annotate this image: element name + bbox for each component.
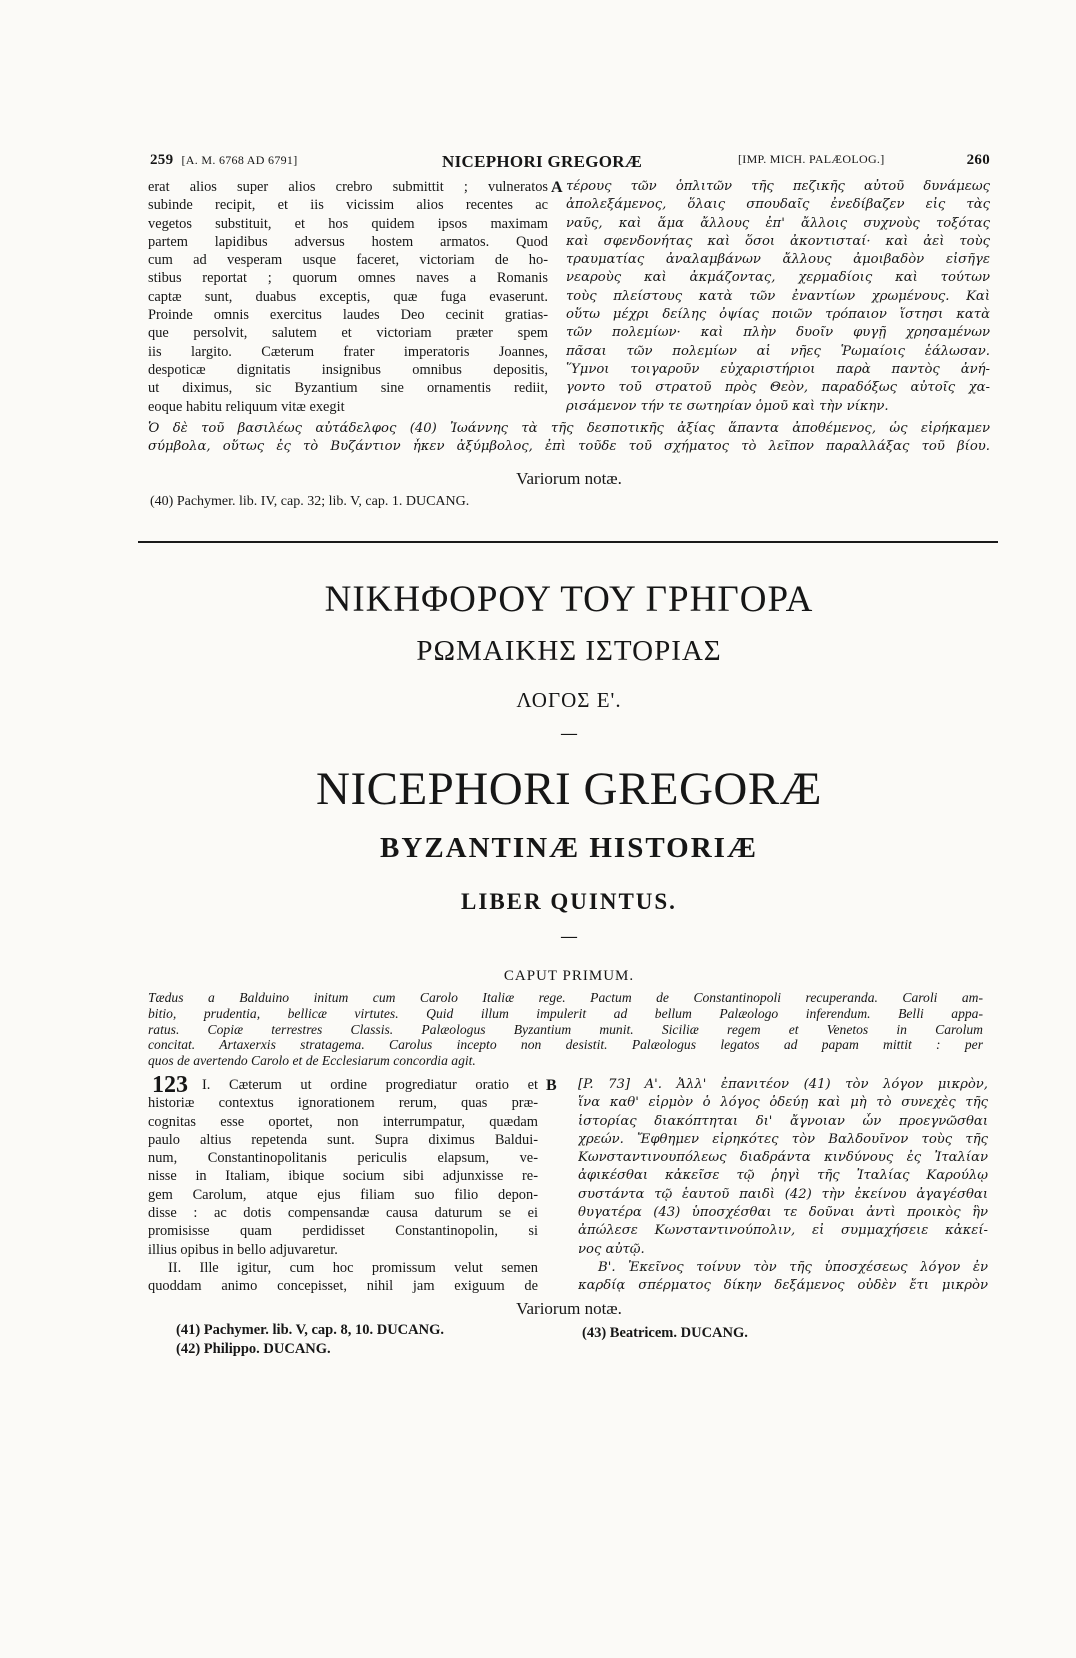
note-43: (43) Beatricem. DUCANG. — [582, 1325, 748, 1341]
text-line: θυγατέρα (43) ὑποσχέσθαι τε δοῦναι ἀντὶ προικὸς ἣν — [578, 1205, 988, 1221]
text-line: Proinde omnis exercitus laudes Deo cecinit gratias- — [148, 307, 548, 324]
text-line: partem lapidibus adversus hostem armatos. Quod — [148, 233, 548, 250]
text-line: cognitas esse oportet, non interrumpatur, quædam — [148, 1113, 538, 1130]
note-41: (41) Pachymer. lib. V, cap. 8, 10. DUCANG. — [176, 1322, 444, 1338]
greek-column-body — [578, 1076, 988, 1296]
text-line: gem Carolum, atque ejus filiam suo filio depon- — [148, 1186, 538, 1203]
text-line: iis largito. Cæterum frater imperatoris Joannes, — [148, 343, 548, 360]
greek-title-book: ΛΟΓΟΣ Ε'. — [516, 688, 622, 712]
margin-marker-a: A — [551, 179, 563, 196]
greek-title-work: ΡΩΜΑΙΚΗΣ ΙΣΤΟΡΙΑΣ — [416, 635, 722, 667]
text-line: Ὁ δὲ τοῦ βασιλέως αὐτάδελφος (40) Ἰωάννης τὰ τῆς δεσποτικῆς ἀξίας ἅπαντα ἀποθέμενος, ὡς εἰρήκαμεν — [148, 421, 990, 436]
text-line: vegetos substituit, et hos quidem ipsos maximam — [148, 215, 548, 232]
running-range-right: [IMP. MICH. PALÆOLOG.] — [738, 152, 885, 166]
text-line: [P. 73] Α'. Ἀλλ' ἐπανιτέον (41) τὸν λόγον μικρὸν, — [578, 1077, 988, 1092]
text-line: νος αὐτῷ. — [578, 1241, 645, 1257]
text-line: erat alios super alios crebro submittit ; vulneratos — [148, 179, 548, 195]
latin-column-top — [148, 178, 548, 416]
text-line: τέρους τῶν ὁπλιτῶν τῆς πεζικῆς αὐτοῦ δυνάμεως — [566, 179, 990, 194]
text-line: captæ sunt, duabus exceptis, quæ fuga evaserunt. — [148, 288, 548, 305]
text-line: Κωνσταντινουπόλεως διαδράντα κινδύνους ἐς Ἰταλίαν — [578, 1150, 988, 1166]
text-line: ἀπώλεσε Κωνσταντινούπολιν, εἰ συμμαχήσειε κἀκεί- — [578, 1223, 988, 1239]
text-line: num, Constantinopolitanis periculis elapsum, ve- — [148, 1150, 538, 1167]
title-dash-2: — — [561, 928, 577, 945]
greek-title-author: ΝΙΚΗΦΟΡΟΥ ΤΟΥ ΓΡΗΓΟΡΑ — [324, 579, 814, 620]
text-line: quos de avertendo Carolo et de Ecclesiarum concordia agit. — [148, 1053, 476, 1069]
text-line: πᾶσαι τῶν πολεμίων αἱ νῆες Ῥωμαίοις ἑάλωσαν. — [566, 343, 990, 359]
text-line: ratus. Copiæ terrestres Classis. Palæologus Byzantium munit. Siciliæ regem et Venetos in Carolum — [148, 1021, 983, 1037]
chapter-heading: CAPUT PRIMUM. — [503, 968, 635, 984]
text-line: despoticæ dignitatis insignibus omnibus depositis, — [148, 361, 548, 378]
text-line: ἱστορίας διακόπτηται δι' ἄγνοιαν ὧν προεγνῶσθαι — [578, 1113, 988, 1129]
text-line: que persolvit, salutem et victoriam præter spem — [148, 325, 548, 342]
latin-column-body — [148, 1076, 538, 1296]
chapter-argument — [148, 990, 983, 1069]
text-line: Ὕμνοι τοιγαροῦν εὐχαριστήριοι παρὰ παντὸς ἀνή- — [566, 361, 990, 377]
note-40: (40) Pachymer. lib. IV, cap. 32; lib. V, cap. 1. DUCANG. — [150, 494, 470, 509]
text-line: I. Cæterum ut ordine progrediatur oratio et — [202, 1077, 538, 1093]
text-line: subinde recipit, et iis vicissim alios recentes ac — [148, 197, 548, 214]
running-title: NICEPHORI GREGORÆ — [442, 152, 643, 171]
margin-marker-b: B — [546, 1077, 557, 1094]
latin-title-author: NICEPHORI GREGORÆ — [316, 763, 822, 815]
text-line: Β'. Ἐκεῖνος τοίνυν τὸν τῆς ὑποσχέσεως λόγον ἐν — [598, 1259, 988, 1275]
text-line: concitat. Artaxerxis stratagema. Carolus incepto non desistit. Palæologus legatos ad papam mittit : per — [148, 1037, 983, 1053]
notes-title-top: Variorum notæ. — [516, 469, 622, 488]
section-divider — [138, 541, 998, 543]
text-line: τραυματίας ἀναλαμβάνων ἄλλους ἀμοιβαδὸν εἰσῆγε — [566, 252, 990, 268]
text-line: ναῦς, καὶ ἅμα ἄλλους ἐπ' ἄλλοις συχνοὺς τοξότας — [566, 215, 990, 231]
text-line: νεαροὺς καὶ ἀκμάζοντας, χερμαδίοις καὶ τούτων — [566, 270, 990, 286]
page-number-right: 260 — [966, 152, 990, 168]
text-line: nisse in Italiam, ibique socium sibi adjunxisse re- — [148, 1168, 538, 1185]
text-line: χρεών. Ἔφθημεν εἰρηκότες τὸν Βαλδουῖνον τοὺς τῆς — [578, 1131, 988, 1147]
greek-fullwidth — [148, 420, 990, 457]
text-line: τῶν πολεμίων· καὶ πλὴν δυοῖν φυγῇ χρησαμένων — [566, 325, 990, 341]
text-line: τοὺς πλείστους κατὰ τῶν ἐναντίων χρωμένους. Καὶ — [566, 288, 990, 304]
text-line: Tædus a Balduino initum cum Carolo Italiæ rege. Pactum de Constantinopoli recuperanda. Caroli am- — [148, 990, 983, 1005]
text-line: cum ad vesperam usque faceret, victoriam de ho- — [148, 252, 548, 269]
text-line: συστάντα τῷ ἑαυτοῦ παιδὶ (42) τὴν ἐκείνου ἀγαγέσθαι — [578, 1186, 988, 1202]
text-line: illius opibus in bello adjuvaretur. — [148, 1241, 338, 1258]
text-line: ἀπολεξάμενος, ὅλαις σπουδαῖς ἐνεδίβαζεν εἰς τὰς — [566, 197, 990, 213]
running-head — [150, 152, 990, 174]
text-line: ut diximus, sic Byzantium sine ornamentis rediit, — [148, 380, 548, 397]
latin-title-book: LIBER QUINTUS. — [461, 889, 677, 914]
text-line: historiæ contextus ignorationem rerum, quas præ- — [148, 1095, 538, 1112]
text-line: ρισάμενον τήν τε σωτηρίαν ὁμοῦ καὶ τὴν νίκην. — [566, 398, 889, 414]
text-line: stibus reportat ; quorum omnes naves a Romanis — [148, 270, 548, 287]
text-line: II. Ille igitur, cum hoc promissum velut semen — [168, 1259, 538, 1276]
text-line: οὕτω μέχρι δείλης ὀψίας ποιῶν τρόπαιον ἵστησι κατὰ — [566, 307, 990, 323]
text-line: bitio, prudentia, bellicæ virtutes. Quid illum impulerit ad bellum Palæologo inferendum. Belli appa- — [148, 1005, 983, 1021]
text-line: ἵνα καθ' εἱρμὸν ὁ λόγος ὁδεύῃ καὶ μὴ τὸ συνεχὲς τῆς — [578, 1095, 988, 1111]
text-line: σύμβολα, οὕτως ἐς τὸ Βυζάντιον ἧκεν ἀξύμβολος, ἐπὶ τοῦδε τοῦ σχήματος τὸ λεῖπον παραλλάξας τοῦ βίου. — [148, 439, 990, 455]
text-line: καὶ σφενδονήτας καὶ ὅσοι ἀκοντισταί· καὶ ἀεὶ τοὺς — [566, 233, 990, 249]
text-line: ἀφικέσθαι κἀκεῖσε τῷ ῥηγὶ τῆς Ἰταλίας Καρούλῳ — [578, 1168, 988, 1184]
title-dash: — — [561, 725, 577, 742]
margin-column-number: 123 — [152, 1072, 188, 1098]
greek-column-top — [566, 178, 990, 416]
notes-title-bottom: Variorum notæ. — [516, 1299, 622, 1318]
text-line: καρδίᾳ σπέρματος δίκην δεξάμενος οὐδὲν ἔτι μικρὸν — [578, 1278, 988, 1294]
text-line: eoque habitu reliquum vitæ exegit — [148, 398, 345, 415]
note-42: (42) Philippo. DUCANG. — [176, 1341, 331, 1357]
latin-title-work: BYZANTINÆ HISTORIÆ — [380, 832, 758, 864]
text-line: γοντο τοῦ στρατοῦ πρὸς Θεὸν, παραδόξως αὐτοῖς χα- — [566, 380, 990, 396]
text-line: paulo altius repetenda sunt. Supra diximus Baldui- — [148, 1131, 538, 1148]
text-line: disse : ac dotis compensandæ causa daturum se ei — [148, 1205, 538, 1222]
page-number-left: 259 [A. M. 6768 AD 6791] — [150, 152, 298, 168]
text-line: quoddam animo concepisset, nihil jam exiguum de — [148, 1278, 538, 1295]
text-line: promisisse quam perdidisset Constantinopolin, si — [148, 1223, 538, 1240]
